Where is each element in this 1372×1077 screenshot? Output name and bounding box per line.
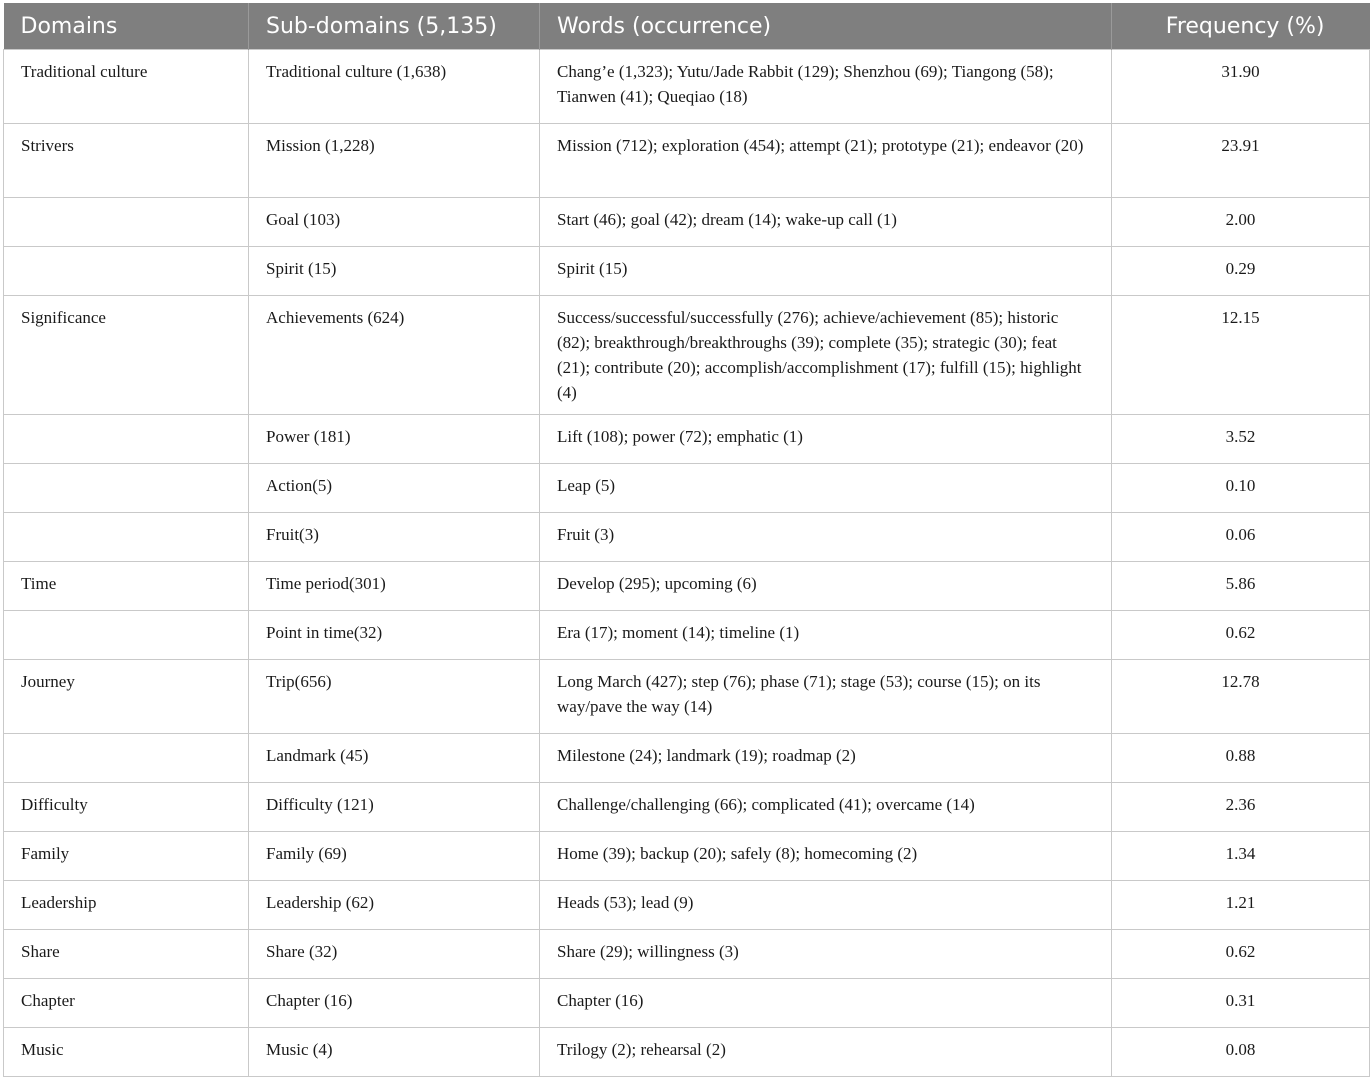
- table-row: [4, 415, 1370, 464]
- sub-domain-cell: Share (32): [249, 930, 540, 979]
- header-frequency: Frequency (%): [1112, 3, 1370, 50]
- sub-domain-cell: Landmark (45): [249, 734, 540, 783]
- words-cell: Chapter (16): [540, 979, 1112, 1028]
- words-cell: Era (17); moment (14); timeline (1): [540, 611, 1112, 660]
- words-cell: Mission (712); exploration (454); attempt (21); prototype (21); endeavor (20): [540, 124, 1112, 198]
- words-cell: Challenge/challenging (66); complicated (41); overcame (14): [540, 783, 1112, 832]
- frequency-cell: 3.52: [1112, 415, 1370, 464]
- domain-cell: Journey: [4, 660, 249, 734]
- sub-domain-cell: Achievements (624): [249, 296, 540, 415]
- header-row: [4, 3, 1370, 50]
- frequency-cell: 0.10: [1112, 464, 1370, 513]
- domain-cell: Difficulty: [4, 783, 249, 832]
- frequency-cell: 12.78: [1112, 660, 1370, 734]
- table-row: [4, 124, 1370, 198]
- frequency-cell: 0.31: [1112, 979, 1370, 1028]
- frequency-cell: 0.29: [1112, 247, 1370, 296]
- table-row: [4, 513, 1370, 562]
- sub-domain-cell: Difficulty (121): [249, 783, 540, 832]
- table-row: [4, 881, 1370, 930]
- words-cell: Milestone (24); landmark (19); roadmap (2): [540, 734, 1112, 783]
- sub-domain-cell: Traditional culture (1,638): [249, 50, 540, 124]
- sub-domain-cell: Action(5): [249, 464, 540, 513]
- sub-domain-cell: Power (181): [249, 415, 540, 464]
- domain-cell: Music: [4, 1028, 249, 1077]
- sub-domain-cell: Spirit (15): [249, 247, 540, 296]
- table-row: [4, 50, 1370, 124]
- domain-cell: Leadership: [4, 881, 249, 930]
- table-row: [4, 783, 1370, 832]
- words-cell: Spirit (15): [540, 247, 1112, 296]
- words-cell: Trilogy (2); rehearsal (2): [540, 1028, 1112, 1077]
- words-cell: Long March (427); step (76); phase (71); stage (53); course (15); on its way/pave the way (14): [540, 660, 1112, 734]
- sub-domain-cell: Time period(301): [249, 562, 540, 611]
- header-domains: Domains: [4, 3, 249, 50]
- words-cell: Leap (5): [540, 464, 1112, 513]
- frequency-cell: 1.21: [1112, 881, 1370, 930]
- domain-cell: Strivers: [4, 124, 249, 198]
- domain-cell: [4, 415, 249, 464]
- domain-cell: [4, 198, 249, 247]
- table-row: [4, 296, 1370, 415]
- frequency-cell: 12.15: [1112, 296, 1370, 415]
- table-row: [4, 660, 1370, 734]
- words-cell: Develop (295); upcoming (6): [540, 562, 1112, 611]
- sub-domain-cell: Point in time(32): [249, 611, 540, 660]
- frequency-cell: 2.00: [1112, 198, 1370, 247]
- domain-cell: [4, 464, 249, 513]
- table-row: [4, 247, 1370, 296]
- words-cell: Lift (108); power (72); emphatic (1): [540, 415, 1112, 464]
- frequency-cell: 0.06: [1112, 513, 1370, 562]
- table-row: [4, 979, 1370, 1028]
- frequency-cell: 0.62: [1112, 930, 1370, 979]
- sub-domain-cell: Fruit(3): [249, 513, 540, 562]
- table-body: [4, 50, 1370, 1077]
- sub-domain-cell: Goal (103): [249, 198, 540, 247]
- table-row: [4, 562, 1370, 611]
- words-cell: Heads (53); lead (9): [540, 881, 1112, 930]
- sub-domain-cell: Chapter (16): [249, 979, 540, 1028]
- words-cell: Share (29); willingness (3): [540, 930, 1112, 979]
- frequency-cell: 0.62: [1112, 611, 1370, 660]
- table-row: [4, 198, 1370, 247]
- frequency-cell: 31.90: [1112, 50, 1370, 124]
- words-cell: Chang’e (1,323); Yutu/Jade Rabbit (129); Shenzhou (69); Tiangong (58); Tianwen (41); Queqiao (18): [540, 50, 1112, 124]
- sub-domain-cell: Leadership (62): [249, 881, 540, 930]
- words-cell: Home (39); backup (20); safely (8); homecoming (2): [540, 832, 1112, 881]
- domain-cell: Family: [4, 832, 249, 881]
- domain-cell: Significance: [4, 296, 249, 415]
- domain-cell: [4, 247, 249, 296]
- domain-cell: [4, 734, 249, 783]
- domain-cell: Time: [4, 562, 249, 611]
- words-cell: Fruit (3): [540, 513, 1112, 562]
- domain-cell: [4, 513, 249, 562]
- frequency-cell: 0.88: [1112, 734, 1370, 783]
- domain-cell: Share: [4, 930, 249, 979]
- header-sub-domains: Sub-domains (5,135): [249, 3, 540, 50]
- sub-domain-cell: Music (4): [249, 1028, 540, 1077]
- sub-domain-cell: Trip(656): [249, 660, 540, 734]
- table-row: [4, 930, 1370, 979]
- table-row: [4, 832, 1370, 881]
- frequency-cell: 2.36: [1112, 783, 1370, 832]
- sub-domain-cell: Family (69): [249, 832, 540, 881]
- words-cell: Success/successful/successfully (276); achieve/achievement (85); historic (82); breakthrough/breakthroughs (39); complete (35); strategic (30); feat (21); contribute (20); accomplish/accomplishment (17); fulfill (15); highlight (4): [540, 296, 1112, 415]
- table-row: [4, 611, 1370, 660]
- sub-domain-cell: Mission (1,228): [249, 124, 540, 198]
- domain-cell: [4, 611, 249, 660]
- table-row: [4, 734, 1370, 783]
- frequency-cell: 0.08: [1112, 1028, 1370, 1077]
- table-row: [4, 1028, 1370, 1077]
- frequency-cell: 1.34: [1112, 832, 1370, 881]
- header-words: Words (occurrence): [540, 3, 1112, 50]
- domain-cell: Chapter: [4, 979, 249, 1028]
- table-row: [4, 464, 1370, 513]
- domain-cell: Traditional culture: [4, 50, 249, 124]
- frequency-cell: 23.91: [1112, 124, 1370, 198]
- domains-table: [3, 3, 1370, 1077]
- frequency-cell: 5.86: [1112, 562, 1370, 611]
- words-cell: Start (46); goal (42); dream (14); wake-up call (1): [540, 198, 1112, 247]
